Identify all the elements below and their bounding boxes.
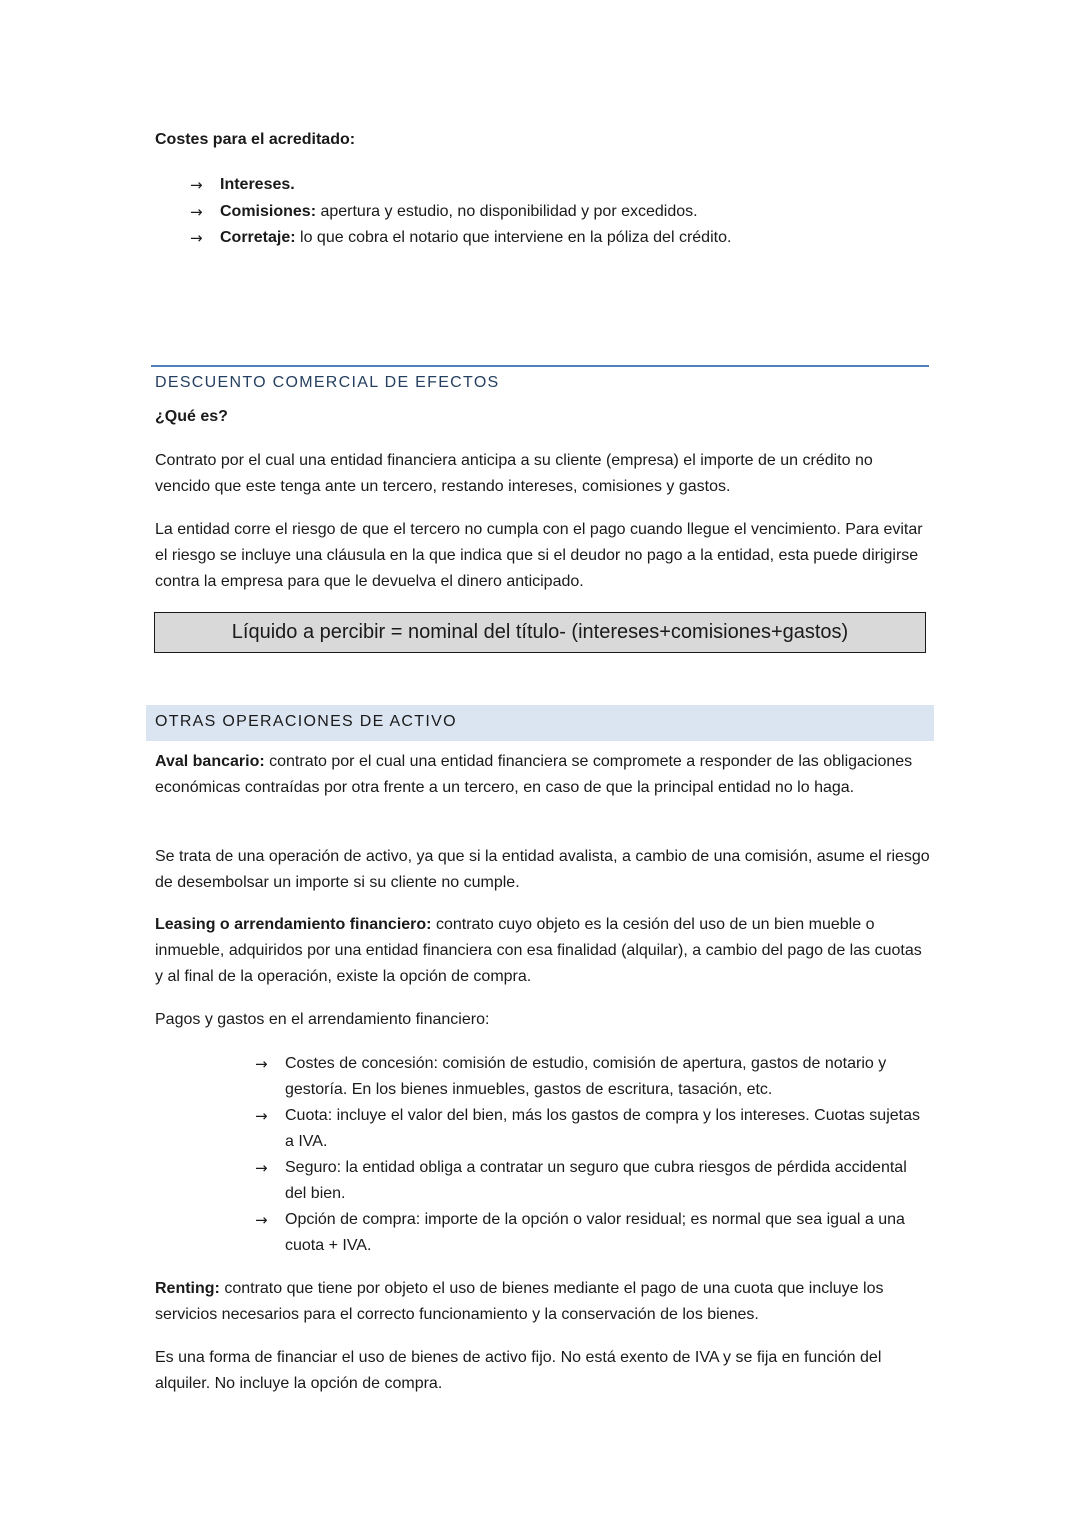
list-item xyxy=(255,1155,925,1207)
list-item xyxy=(255,1207,925,1259)
formula-box xyxy=(154,612,926,653)
list-item-text: lo que cobra el notario que interviene en la póliza del crédito. xyxy=(295,229,732,246)
list-item-text: apertura y estudio, no disponibilidad y por excedidos. xyxy=(316,202,698,220)
list-item xyxy=(255,1051,925,1103)
term-renting: Renting: xyxy=(155,1280,220,1297)
arrow-icon: → xyxy=(255,1211,268,1229)
list-item-text: Costes de concesión: comisión de estudio, comisión de apertura, gastos de notario y gestoría. En los bienes inmuebles, gastos de escritura, tasación, etc. xyxy=(285,1055,887,1098)
arrow-icon: → xyxy=(255,1159,268,1177)
paragraph-text: contrato cuyo objeto es la cesión del uso de un bien mueble o inmueble, adquiridos por una entidad financiera con esa finalidad (alquilar), a cambio del pago de las cuotas y al final de la operación, existe la opción de compra. xyxy=(155,916,922,985)
term-leasing: Leasing o arrendamiento financiero: xyxy=(155,916,432,933)
paragraph: Contrato por el cual una entidad financiera anticipa a su cliente (empresa) el importe de un crédito no vencido que este tenga ante un tercero, restando intereses, comisiones y gastos. xyxy=(155,452,873,495)
list-item-term: Intereses. xyxy=(220,176,295,193)
list-item-term: Comisiones: xyxy=(220,202,317,220)
term-aval: Aval bancario: xyxy=(155,753,265,770)
list-item xyxy=(190,172,1000,199)
arrow-icon: → xyxy=(255,1107,268,1125)
arrow-icon: → xyxy=(190,202,203,221)
paragraph-text: contrato por el cual una entidad financiera se compromete a responder de las obligaciones económicas contraídas por otra frente a un tercero, en caso de que la principal entidad no lo haga. xyxy=(155,753,913,796)
formula-text: Líquido a percibir = nominal del título- (intereses+comisiones+gastos) xyxy=(231,621,849,643)
list-item xyxy=(190,199,1000,226)
list-item xyxy=(190,225,1000,252)
list-item-term: Corretaje: xyxy=(220,229,296,246)
leasing-payments-list xyxy=(255,1051,925,1259)
paragraph: Es una forma de financiar el uso de bienes de activo fijo. No está exento de IVA y se fija en función del alquiler. No incluye la opción de compra. xyxy=(155,1349,882,1392)
section-divider xyxy=(151,365,929,367)
section-heading-otras: OTRAS OPERACIONES DE ACTIVO xyxy=(155,713,457,730)
paragraph-leasing xyxy=(155,912,930,990)
list-item xyxy=(255,1103,925,1155)
arrow-icon: → xyxy=(190,229,203,247)
subheading-que-es: ¿Qué es? xyxy=(155,408,228,425)
paragraph: Se trata de una operación de activo, ya que si la entidad avalista, a cambio de una comisión, asume el riesgo de desembolsar un importe si su cliente no cumple. xyxy=(155,848,930,891)
list-item-text: Cuota: incluye el valor del bien, más los gastos de compra y los intereses. Cuotas sujetas a IVA. xyxy=(285,1107,920,1150)
paragraph-renting xyxy=(155,1276,930,1328)
list-item-text: Seguro: la entidad obliga a contratar un seguro que cubra riesgos de pérdida accidental del bien. xyxy=(285,1159,907,1202)
arrow-icon: → xyxy=(255,1055,268,1073)
paragraph: Pagos y gastos en el arrendamiento financiero: xyxy=(155,1011,490,1028)
costs-list xyxy=(190,172,1000,252)
list-item-text: Opción de compra: importe de la opción o valor residual; es normal que sea igual a una cuota + IVA. xyxy=(285,1211,905,1254)
paragraph-aval xyxy=(155,749,930,801)
paragraph: La entidad corre el riesgo de que el tercero no cumpla con el pago cuando llegue el vencimiento. Para evitar el riesgo se incluye una cláusula en la que indica que si el deudor no pago a la entidad, esta puede dirigirse contra la empresa para que le devuelva el dinero anticipado. xyxy=(155,521,923,590)
section-heading-descuento: DESCUENTO COMERCIAL DE EFECTOS xyxy=(155,374,500,391)
costs-title: Costes para el acreditado: xyxy=(155,131,356,148)
arrow-icon: → xyxy=(190,176,203,194)
paragraph-text: contrato que tiene por objeto el uso de bienes mediante el pago de una cuota que incluye los servicios necesarios para el correcto funcionamiento y la conservación de los bienes. xyxy=(155,1280,884,1323)
